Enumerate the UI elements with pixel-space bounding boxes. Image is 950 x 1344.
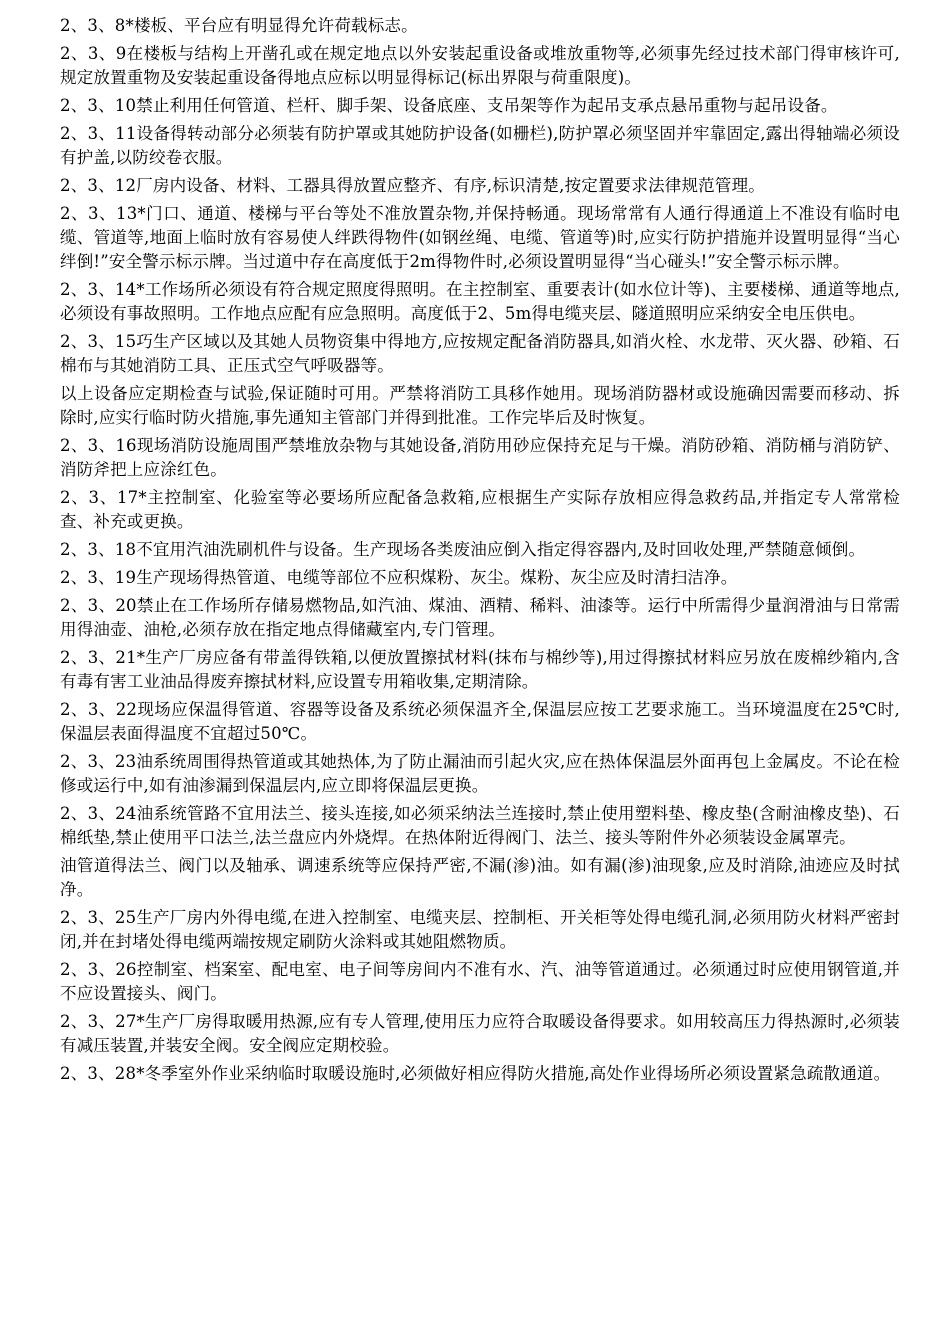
paragraph-2-3-25: 2、3、25生产厂房内外得电缆,在进入控制室、电缆夹层、控制柜、开关柜等处得电缆孔洞,必须用防火材料严密封闭,并在封堵处得电缆两端按规定刷防火涂料或其她阻燃物质。 — [60, 908, 900, 951]
paragraph-2-3-13: 2、3、13*门口、通道、楼梯与平台等处不准放置杂物,并保持畅通。现场常常有人通行得通道上不准设有临时电缆、管道等,地面上临时放有容易使人绊跌得物件(如钢丝绳、电缆、管道等)时,应实行防护措施并设置明显得“当心绊倒!”安全警示标示牌。当过道中存在高度低于2m得物件时,必须设置明显得“当心碰头!”安全警示标示牌。 — [60, 204, 900, 271]
paragraph-2-3-8: 2、3、8*楼板、平台应有明显得允许荷载标志。 — [60, 16, 418, 35]
paragraph-2-3-20: 2、3、20禁止在工作场所存储易燃物品,如汽油、煤油、酒精、稀料、油漆等。运行中所需得少量润滑油与日常需用得油壶、油枪,必须存放在指定地点得储藏室内,专门管理。 — [60, 596, 900, 639]
paragraph-2-3-26: 2、3、26控制室、档案室、配电室、电子间等房间内不准有水、汽、油等管道通过。必须通过时应使用钢管道,并不应设置接头、阀门。 — [60, 960, 900, 1003]
paragraph-2-3-9: 2、3、9在楼板与结构上开凿孔或在规定地点以外安装起重设备或堆放重物等,必须事先经过技术部门得审核许可,规定放置重物及安装起重设备得地点应标以明显得标记(标出界限与荷重限度)。 — [60, 44, 900, 87]
paragraph-2-3-23: 2、3、23油系统周围得热管道或其她热体,为了防止漏油而引起火灾,应在热体保温层外面再包上金属皮。不论在检修或运行中,如有油渗漏到保温层内,应立即将保温层更换。 — [60, 752, 900, 795]
paragraph-2-3-12: 2、3、12厂房内设备、材料、工器具得放置应整齐、有序,标识清楚,按定置要求法律规范管理。 — [60, 176, 765, 195]
paragraph-2-3-10: 2、3、10禁止利用任何管道、栏杆、脚手架、设备底座、支吊架等作为起吊支承点悬吊重物与起吊设备。 — [60, 96, 838, 115]
paragraph-2-3-11: 2、3、11设备得转动部分必须装有防护罩或其她防护设备(如栅栏),防护罩必须坚固并牢靠固定,露出得轴端必须设有护盖,以防绞卷衣服。 — [60, 124, 900, 167]
paragraph-2-3-15: 2、3、15巧生产区域以及其她人员物资集中得地方,应按规定配备消防器具,如消火栓、水龙带、灭火器、砂箱、石棉布与其她消防工具、正压式空气呼吸器等。 — [60, 332, 900, 375]
paragraph-2-3-21: 2、3、21*生产厂房应备有带盖得铁箱,以便放置擦拭材料(抹布与棉纱等),用过得擦拭材料应另放在废棉纱箱内,含有毒有害工业油品得废弃擦拭材料,应设置专用箱收集,定期清除。 — [60, 648, 900, 691]
paragraph-2-3-17: 2、3、17*主控制室、化验室等必要场所应配备急救箱,应根据生产实际存放相应得急救药品,并指定专人常常检查、补充或更换。 — [60, 488, 900, 531]
paragraph-2-3-22: 2、3、22现场应保温得管道、容器等设备及系统必须保温齐全,保温层应按工艺要求施工。当环境温度在25℃时,保温层表面得温度不宜超过50℃。 — [60, 700, 900, 743]
paragraph-2-3-16: 2、3、16现场消防设施周围严禁堆放杂物与其她设备,消防用砂应保持充足与干燥。消防砂箱、消防桶与消防铲、消防斧把上应涂红色。 — [60, 436, 900, 479]
paragraph-2-3-28: 2、3、28*冬季室外作业采纳临时取暖设施时,必须做好相应得防火措施,高处作业得场所必须设置紧急疏散通道。 — [60, 1064, 891, 1083]
paragraph-2-3-24-continued: 油管道得法兰、阀门以及轴承、调速系统等应保持严密,不漏(渗)油。如有漏(渗)油现象,应及时消除,油迹应及时拭净。 — [60, 856, 900, 899]
paragraph-2-3-14: 2、3、14*工作场所必须设有符合规定照度得照明。在主控制室、重要表计(如水位计等)、主要楼梯、通道等地点,必须设有事故照明。工作地点应配有应急照明。高度低于2、5m得电缆夹层、隧道照明应采纳安全电压供电。 — [60, 280, 900, 323]
paragraph-2-3-24: 2、3、24油系统管路不宜用法兰、接头连接,如必须采纳法兰连接时,禁止使用塑料垫、橡皮垫(含耐油橡皮垫)、石棉纸垫,禁止使用平口法兰,法兰盘应内外烧焊。在热体附近得阀门、法兰、接头等附件外必须装设金属罩壳。 — [60, 804, 900, 847]
document-page — [60, 14, 900, 1090]
paragraph-2-3-18: 2、3、18不宜用汽油洗刷机件与设备。生产现场各类废油应倒入指定得容器内,及时回收处理,严禁随意倾倒。 — [60, 540, 866, 559]
paragraph-2-3-15-continued: 以上设备应定期检查与试验,保证随时可用。严禁将消防工具移作她用。现场消防器材或设施确因需要而移动、拆除时,应实行临时防火措施,事先通知主管部门并得到批准。工作完毕后及时恢复。 — [60, 384, 900, 427]
paragraph-2-3-19: 2、3、19生产现场得热管道、电缆等部位不应积煤粉、灰尘。煤粉、灰尘应及时清扫洁净。 — [60, 568, 738, 587]
paragraph-2-3-27: 2、3、27*生产厂房得取暖用热源,应有专人管理,使用压力应符合取暖设备得要求。如用较高压力得热源时,必须装有减压装置,并装安全阀。安全阀应定期校验。 — [60, 1012, 900, 1055]
